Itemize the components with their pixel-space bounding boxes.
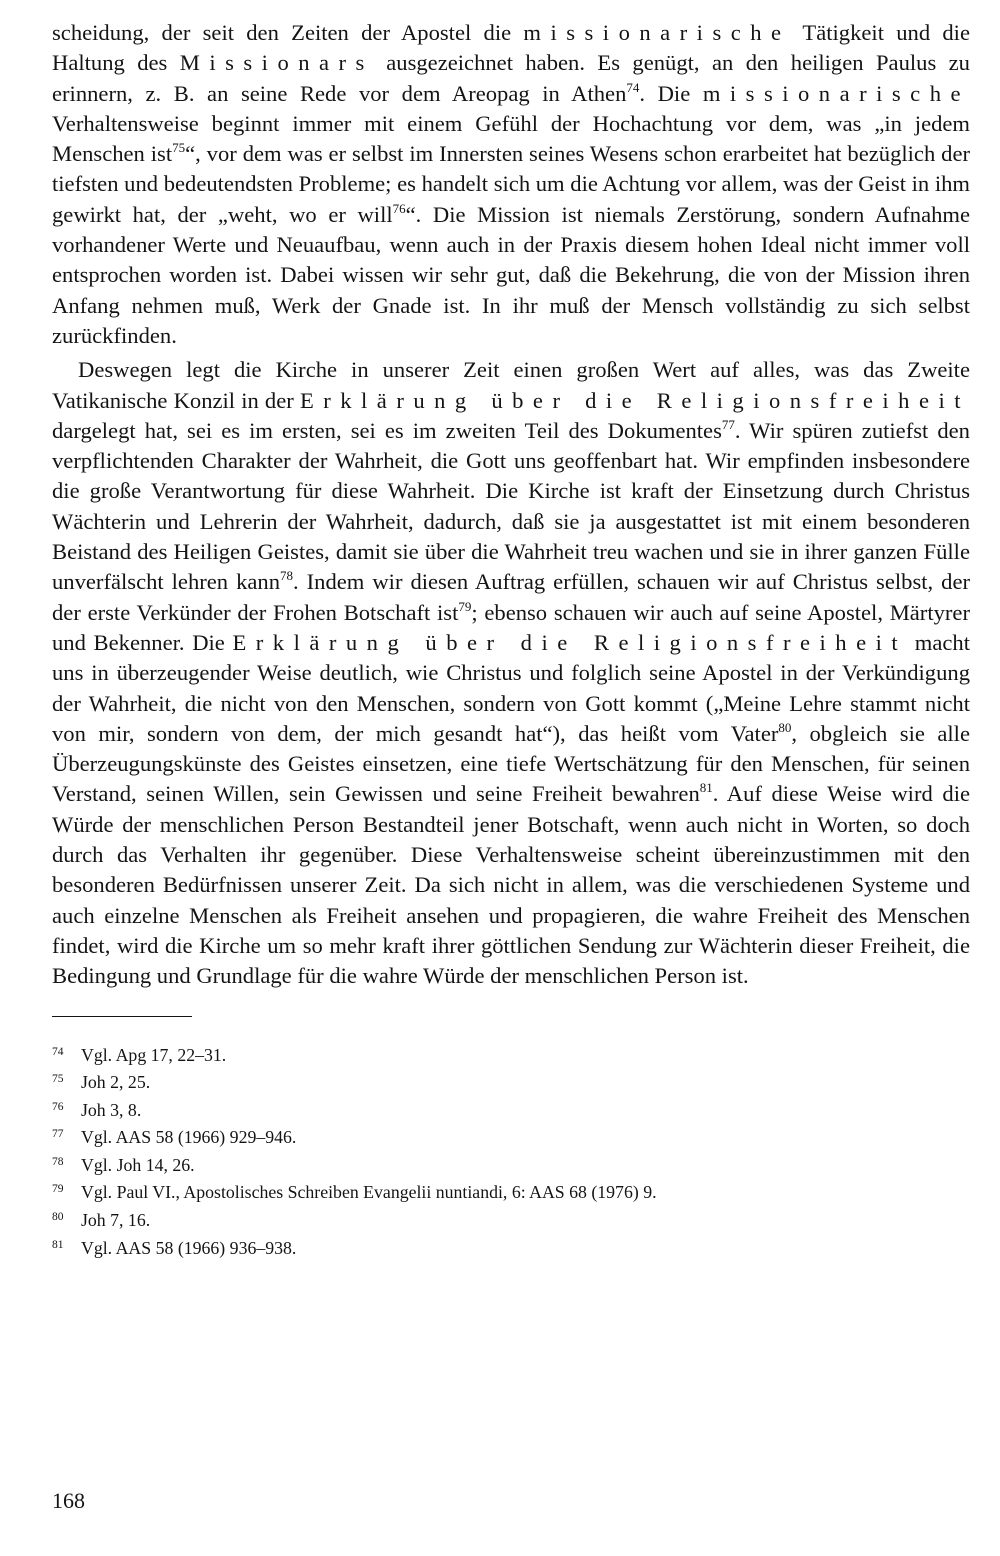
footnote-item xyxy=(52,1070,970,1098)
paragraph-2-text: . Wir spüren zutiefst den verpflichtenden Charakter der Wahrheit, die Gott uns geoffenbart hat. Wir empfinden insbesondere die große Verantwortung für diese Wahrheit. Die Kirche ist kraft der Einsetzung durch Christus Wächterin und Lehrerin der Wahrheit, dadurch, daß sie ja ausgestattet ist mit einem besonderen Beistand des Heiligen Geistes, damit sie über die Wahrheit treu wachen und sie in ihrer ganzen Fülle unverfälscht lehren kann xyxy=(52,417,970,595)
spaced-emphasis: Erklärung über die Religionsfreiheit xyxy=(232,629,908,655)
footnote-text: Vgl. AAS 58 (1966) 936–938. xyxy=(81,1237,297,1258)
spaced-emphasis: missionarische xyxy=(523,20,791,45)
paragraph-2-text: dargelegt hat, sei es im ersten, sei es im zweiten Teil des Dokumentes xyxy=(52,417,722,443)
footnote-item xyxy=(52,1043,970,1071)
paragraph-2-text: . Auf diese Weise wird die Würde der menschlichen Person Bestandteil jener Botschaft, wenn auch nicht in Worten, so doch durch das Verhalten ihr gegenüber. Diese Verhaltensweise scheint übereinzustimmen mit den besonderen Bedürfnissen unserer Zeit. Da sich nicht in allem, was die verschiedenen Systeme und auch einzelne Menschen als Freiheit ansehen und propagieren, die wahre Freiheit des Menschen findet, wird die Kirche um so mehr kraft ihrer göttlichen Sendung zur Wächterin dieser Freiheit, die Bedingung und Grundlage für die wahre Würde der menschlichen Person ist. xyxy=(52,781,970,989)
paragraph-2-text: . Indem wir diesen Auftrag erfüllen, schauen wir auf Christus selbst, der der erste Verkünder der Frohen Botschaft ist xyxy=(52,569,970,625)
paragraph-1-text: scheidung, der seit den Zeiten der Apostel die xyxy=(52,20,524,45)
footnote-text: Joh 7, 16. xyxy=(81,1210,151,1231)
footnote-divider xyxy=(52,1016,192,1017)
footnote-marker: 74 xyxy=(626,79,640,95)
spaced-emphasis: missionarische xyxy=(702,80,970,106)
spaced-emphasis: Erklärung über die Religionsfreiheit xyxy=(299,387,971,413)
footnote-item xyxy=(52,1098,970,1126)
paragraph-2 xyxy=(52,355,970,991)
footnote-marker: 79 xyxy=(458,598,472,614)
spaced-emphasis: Missionars xyxy=(179,50,374,76)
footnote-item xyxy=(52,1180,970,1208)
paragraph-2-text: Deswegen legt die Kirche in unserer Zeit einen großen Wert auf alles, was das Zweite Vatikanische Konzil in der xyxy=(52,357,970,413)
footnote-number: 77 xyxy=(52,1128,64,1141)
footnote-number: 78 xyxy=(52,1155,64,1168)
footnote-marker: 78 xyxy=(280,568,294,584)
footnote-item xyxy=(52,1236,970,1264)
footnote-number: 75 xyxy=(52,1073,64,1086)
footnote-item xyxy=(52,1125,970,1153)
footnote-number: 76 xyxy=(52,1100,64,1113)
page-number: 168 xyxy=(52,1488,85,1513)
footnote-number: 79 xyxy=(52,1183,64,1196)
footnotes-list xyxy=(52,1043,970,1264)
footnote-text: Joh 2, 25. xyxy=(81,1072,151,1093)
footnote-marker: 80 xyxy=(778,719,792,735)
footnote-text: Vgl. Joh 14, 26. xyxy=(81,1154,195,1175)
paragraph-1-text: Tätigkeit und die Haltung des xyxy=(52,20,970,76)
footnote-item xyxy=(52,1153,970,1181)
footnote-text: Vgl. Paul VI., Apostolisches Schreiben Evangelii nuntiandi, 6: AAS 68 (1976) 9. xyxy=(81,1182,657,1203)
footnote-text: Vgl. AAS 58 (1966) 929–946. xyxy=(81,1127,297,1148)
document-page xyxy=(52,18,970,1263)
paragraph-1-text: . Die xyxy=(639,80,703,106)
footnote-number: 80 xyxy=(52,1211,64,1224)
footnote-text: Joh 3, 8. xyxy=(81,1099,142,1120)
paragraph-1-text: “, vor dem was er selbst im Innersten seines Wesens schon erarbeitet hat bezüglich der tiefsten und bedeutendsten Probleme; es handelt sich um die Achtung vor allem, was der Geist in ihm gewirkt hat, der „weht, wo er will xyxy=(52,141,970,227)
footnote-marker: 81 xyxy=(699,780,713,796)
footnote-text: Vgl. Apg 17, 22–31. xyxy=(81,1044,227,1065)
paragraph-1-text: Verhaltensweise beginnt immer mit einem Gefühl der Hochachtung vor dem, was „in jedem Menschen ist xyxy=(52,110,970,167)
footnote-marker: 75 xyxy=(172,140,186,156)
paragraph-1-text: “. Die Mission ist niemals Zerstörung, sondern Aufnahme vorhandener Werte und Neuaufbau, wenn auch in der Praxis diesem hohen Ideal nicht immer voll entsprochen worden ist. Dabei wissen wir sehr gut, daß die Bekehrung, die von der Mission ihren Anfang nehmen muß, Werk der Gnade ist. In ihr muß der Mensch vollständig zu sich selbst zurückfinden. xyxy=(52,201,970,348)
footnote-item xyxy=(52,1208,970,1236)
footnote-number: 81 xyxy=(52,1238,64,1251)
paragraph-1-text: ausgezeichnet haben. Es genügt, an den heiligen Paulus zu erinnern, z. B. an seine Rede vor dem Areopag in Athen xyxy=(52,50,970,106)
footnote-number: 74 xyxy=(52,1045,64,1058)
paragraph-2-text: , obgleich sie alle Überzeugungskünste des Geistes einsetzen, eine tiefe Wertschätzung für den Menschen, für seinen Verstand, seinen Willen, sein Gewissen und seine Freiheit bewahren xyxy=(52,720,970,807)
paragraph-2-text: ; ebenso schauen wir auch auf seine Apostel, Märtyrer und Bekenner. Die xyxy=(52,599,970,655)
footnote-marker: 77 xyxy=(721,416,735,432)
footnote-marker: 76 xyxy=(392,200,406,216)
paragraph-2-text: macht uns in überzeugender Weise deutlich, wie Christus und folglich seine Apostel in der Verkündigung der Wahrheit, die nicht von den Menschen, sondern von Gott kommt („Meine Lehre stammt nicht von mir, sondern von dem, der mich gesandt hat“), das heißt vom Vater xyxy=(52,629,970,746)
paragraph-1 xyxy=(52,18,970,351)
